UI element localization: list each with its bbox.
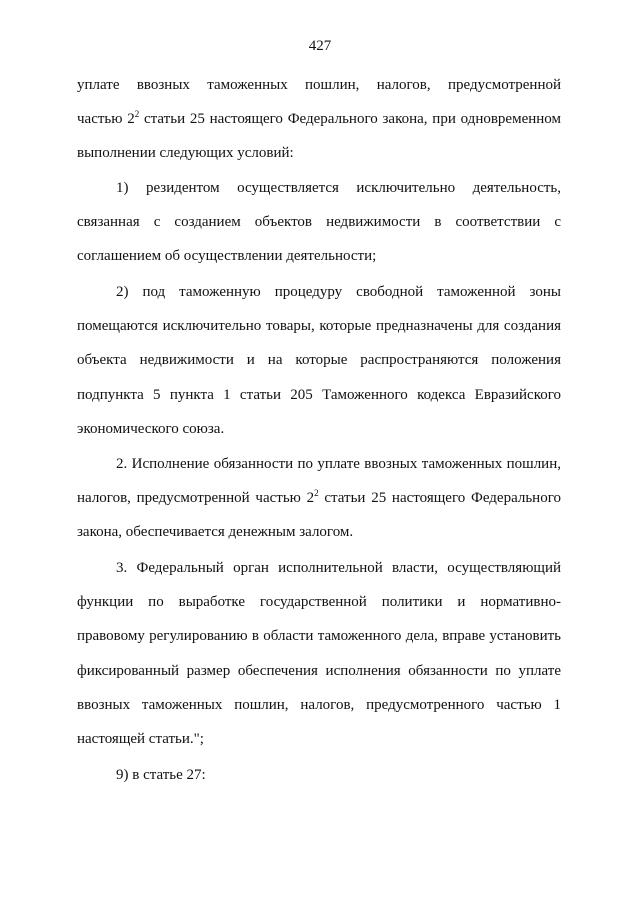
list-item-9 bbox=[77, 765, 561, 799]
text-line: 9) в статье 27: bbox=[116, 767, 206, 783]
text-line: частью $2^2$ статьи 25 настоящего Федерального закона, при одновременном bbox=[77, 109, 561, 128]
text-line: объекта недвижимости и на которые распространяются положения bbox=[77, 352, 561, 369]
text-line: подпункта 5 пункта 1 статьи 205 Таможенного кодекса Евразийского bbox=[77, 386, 561, 403]
page-number: 427 bbox=[308, 38, 332, 54]
list-item-2 bbox=[77, 282, 561, 453]
text-line: соглашением об осуществлении деятельности; bbox=[77, 248, 377, 265]
text-line: уплате ввозных таможенных пошлин, налогов, предусмотренной bbox=[77, 77, 561, 93]
text-line: 2) под таможенную процедуру свободной таможенной зоны bbox=[116, 284, 561, 300]
text-line: закона, обеспечивается денежным залогом. bbox=[77, 524, 354, 541]
clause-2 bbox=[77, 454, 561, 557]
superscript: 2 bbox=[314, 488, 319, 499]
clause-3 bbox=[77, 558, 561, 763]
text-line: настоящей статьи."; bbox=[77, 730, 204, 747]
list-item-1 bbox=[77, 178, 561, 281]
text-line: налогов, предусмотренной частью $2^2$ статьи 25 настоящего Федерального bbox=[77, 488, 561, 507]
text-line: 2. Исполнение обязанности по уплате ввозных таможенных пошлин, bbox=[116, 456, 561, 472]
text-line: экономического союза. bbox=[77, 420, 225, 437]
text-line: выполнении следующих условий: bbox=[77, 145, 294, 162]
text-line: связанная с созданием объектов недвижимости в соответствии с bbox=[77, 214, 561, 231]
superscript: 2 bbox=[134, 109, 140, 120]
text-line: функции по выработке государственной политики и нормативно- bbox=[77, 594, 561, 611]
paragraph-continuation bbox=[77, 75, 561, 178]
text-line: фиксированный размер обеспечения исполнения обязанности по уплате bbox=[77, 662, 561, 679]
text-line: 3. Федеральный орган исполнительной власти, осуществляющий bbox=[116, 560, 561, 576]
text-line: ввозных таможенных пошлин, налогов, предусмотренного частью 1 bbox=[77, 696, 561, 713]
text-line: правовому регулированию в области таможенного дела, вправе установить bbox=[77, 628, 561, 645]
text-line: помещаются исключительно товары, которые предназначены для создания bbox=[77, 318, 561, 335]
text-line: 1) резидентом осуществляется исключительно деятельность, bbox=[116, 180, 561, 196]
